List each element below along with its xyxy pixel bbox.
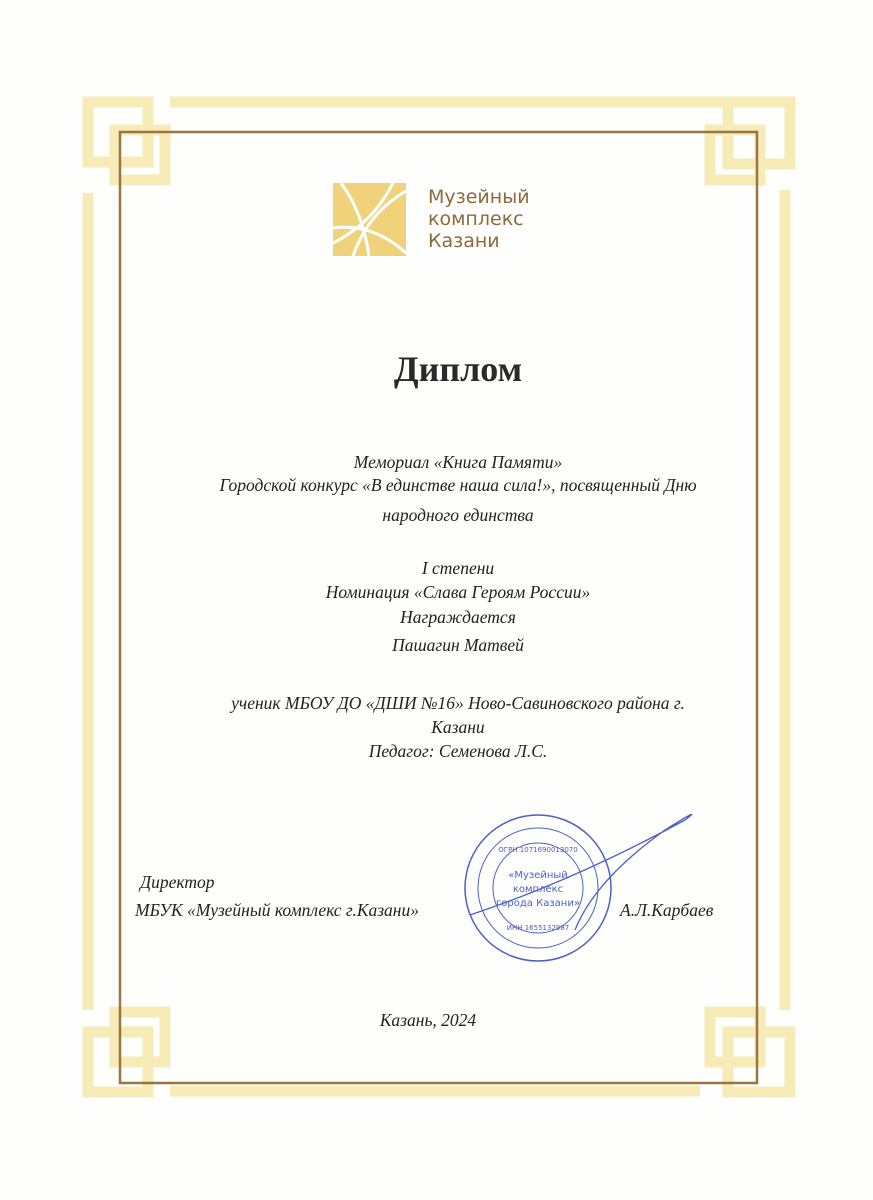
museum-logo-icon (333, 183, 406, 256)
stamp-inn: ИНН 1655132987 (506, 924, 570, 932)
degree: I степени (421, 558, 495, 578)
logo-line-2: комплекс (428, 208, 524, 230)
contest-line-2: народного единства (382, 505, 534, 525)
nomination: Номинация «Слава Героям России» (325, 582, 591, 602)
contest-line: Городской конкурс «В единстве наша сила!», посвященный Дню (219, 475, 697, 495)
teacher: Педагог: Семенова Л.С. (368, 741, 548, 761)
stamp-ogrn: ОГРН 1071690013070 (498, 846, 578, 854)
stamp-text-2: комплекс (512, 884, 564, 895)
student-info: ученик МБОУ ДО «ДШИ №16» Ново-Савиновского района г. (231, 693, 685, 713)
student-info-2: Казани (431, 717, 485, 737)
signer-role: Директор (140, 872, 215, 892)
logo-text (428, 186, 530, 252)
memorial-line: Мемориал «Книга Памяти» (353, 452, 563, 472)
signer-org: МБУК «Музейный комплекс г.Казани» (135, 900, 419, 920)
signer-name: А.Л.Карбаев (620, 900, 714, 920)
official-stamp (455, 800, 705, 980)
logo-line-1: Музейный (428, 186, 530, 208)
recipient-name: Пашагин Матвей (392, 635, 524, 655)
logo-line-3: Казани (428, 230, 500, 252)
stamp-text-1: «Музейный (508, 870, 568, 881)
place-date: Казань, 2024 (379, 1010, 477, 1030)
stamp-text-3: города Казани» (496, 898, 580, 909)
awarded-label: Награждается (400, 607, 516, 627)
diploma-title: Диплом (393, 349, 523, 389)
